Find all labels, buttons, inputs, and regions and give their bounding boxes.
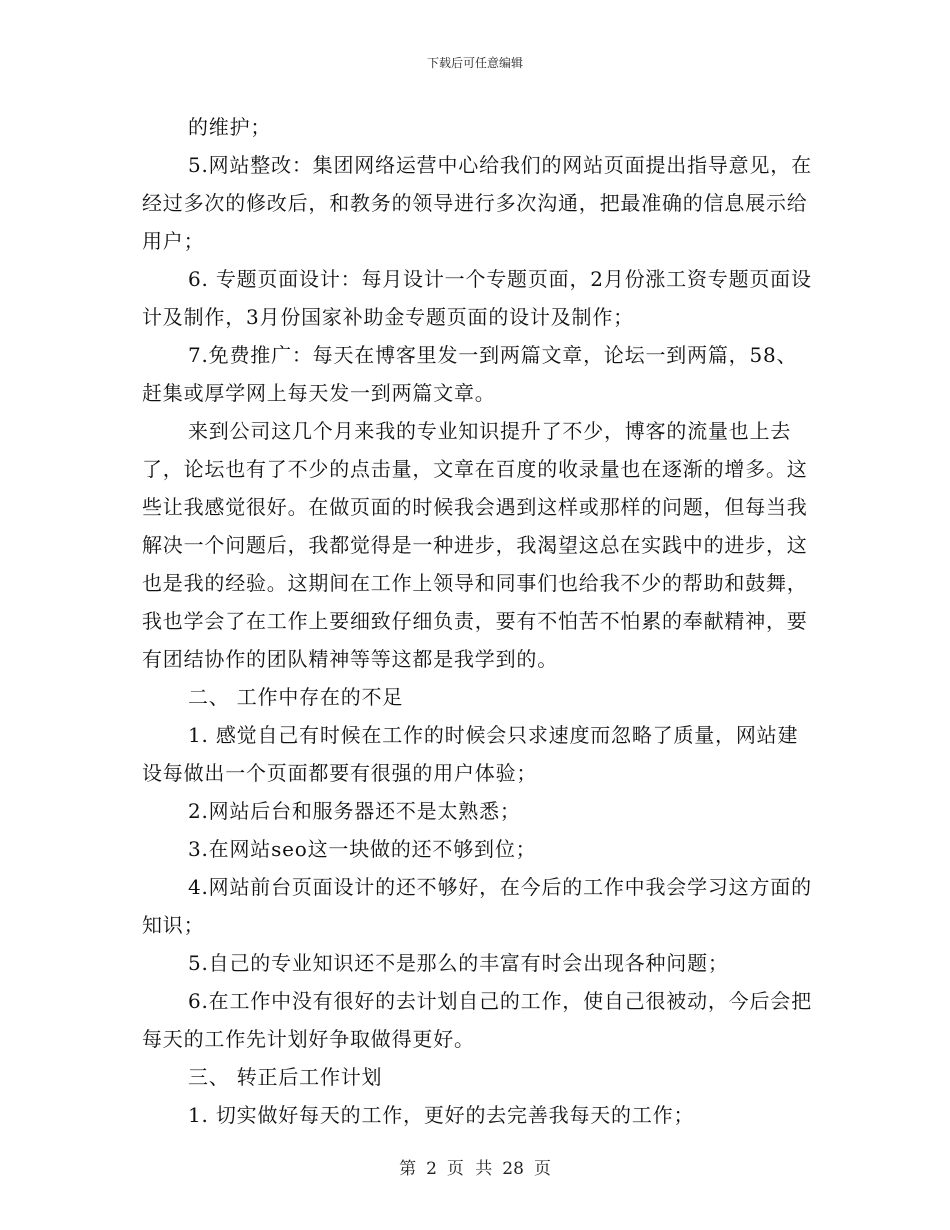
paragraph: 5.自己的专业知识还不是那么的丰富有时会出现各种问题； — [188, 951, 729, 975]
footer-middle: 页 共 — [446, 1159, 493, 1179]
paragraph: 的维护； — [188, 115, 272, 139]
section-heading: 三、 转正后工作计划 — [188, 1065, 383, 1089]
paragraph: 5.网站整改：集团网络运营中心给我们的网站页面提出指导意见，在经过多次的修改后，和教务的领导进行多次沟通，把最准确的信息展示给用户； — [142, 153, 812, 253]
page-footer — [0, 1154, 950, 1179]
section-heading: 二、 工作中存在的不足 — [188, 685, 404, 709]
document-body — [142, 108, 812, 1134]
paragraph: 3.在网站seo这一块做的还不够到位； — [188, 837, 537, 861]
paragraph: 2.网站后台和服务器还不是太熟悉； — [188, 799, 521, 823]
paragraph: 6. 专题页面设计：每月设计一个专题页面，2月份涨工资专题页面设计及制作，3月份国家补助金专题页面的设计及制作； — [142, 267, 812, 329]
paragraph: 来到公司这几个月来我的专业知识提升了不少，博客的流量也上去了，论坛也有了不少的点击量，文章在百度的收录量也在逐渐的增多。这些让我感觉很好。在做页面的时候我会遇到这样或那样的问题，但每当我解决一个问题后，我都觉得是一种进步，我渴望这总在实践中的进步，这也是我的经验。这期间在工作上领导和同事们也给我不少的帮助和鼓舞，我也学会了在工作上要细致仔细负责，要有不怕苦不怕累的奉献精神，要有团结协作的团队精神等等这都是我学到的。 — [142, 419, 808, 671]
header-note: 下载后可任意编辑 — [426, 56, 523, 70]
total-pages-number: 28 — [502, 1159, 524, 1179]
paragraph: 1. 切实做好每天的工作，更好的去完善我每天的工作； — [188, 1103, 695, 1127]
current-page-number: 2 — [426, 1159, 437, 1179]
paragraph: 1. 感觉自己有时候在工作的时候会只求速度而忽略了质量，网站建设每做出一个页面都要有很强的用户体验； — [142, 723, 799, 785]
paragraph: 4.网站前台页面设计的还不够好，在今后的工作中我会学习这方面的知识； — [142, 875, 812, 937]
paragraph: 6.在工作中没有很好的去计划自己的工作，使自己很被动，今后会把每天的工作先计划好争取做得更好。 — [142, 989, 812, 1051]
paragraph: 7.免费推广：每天在博客里发一到两篇文章，论坛一到两篇，58、赶集或厚学网上每天发一到两篇文章。 — [142, 343, 798, 405]
footer-suffix: 页 — [533, 1159, 551, 1179]
footer-prefix: 第 — [399, 1159, 417, 1179]
